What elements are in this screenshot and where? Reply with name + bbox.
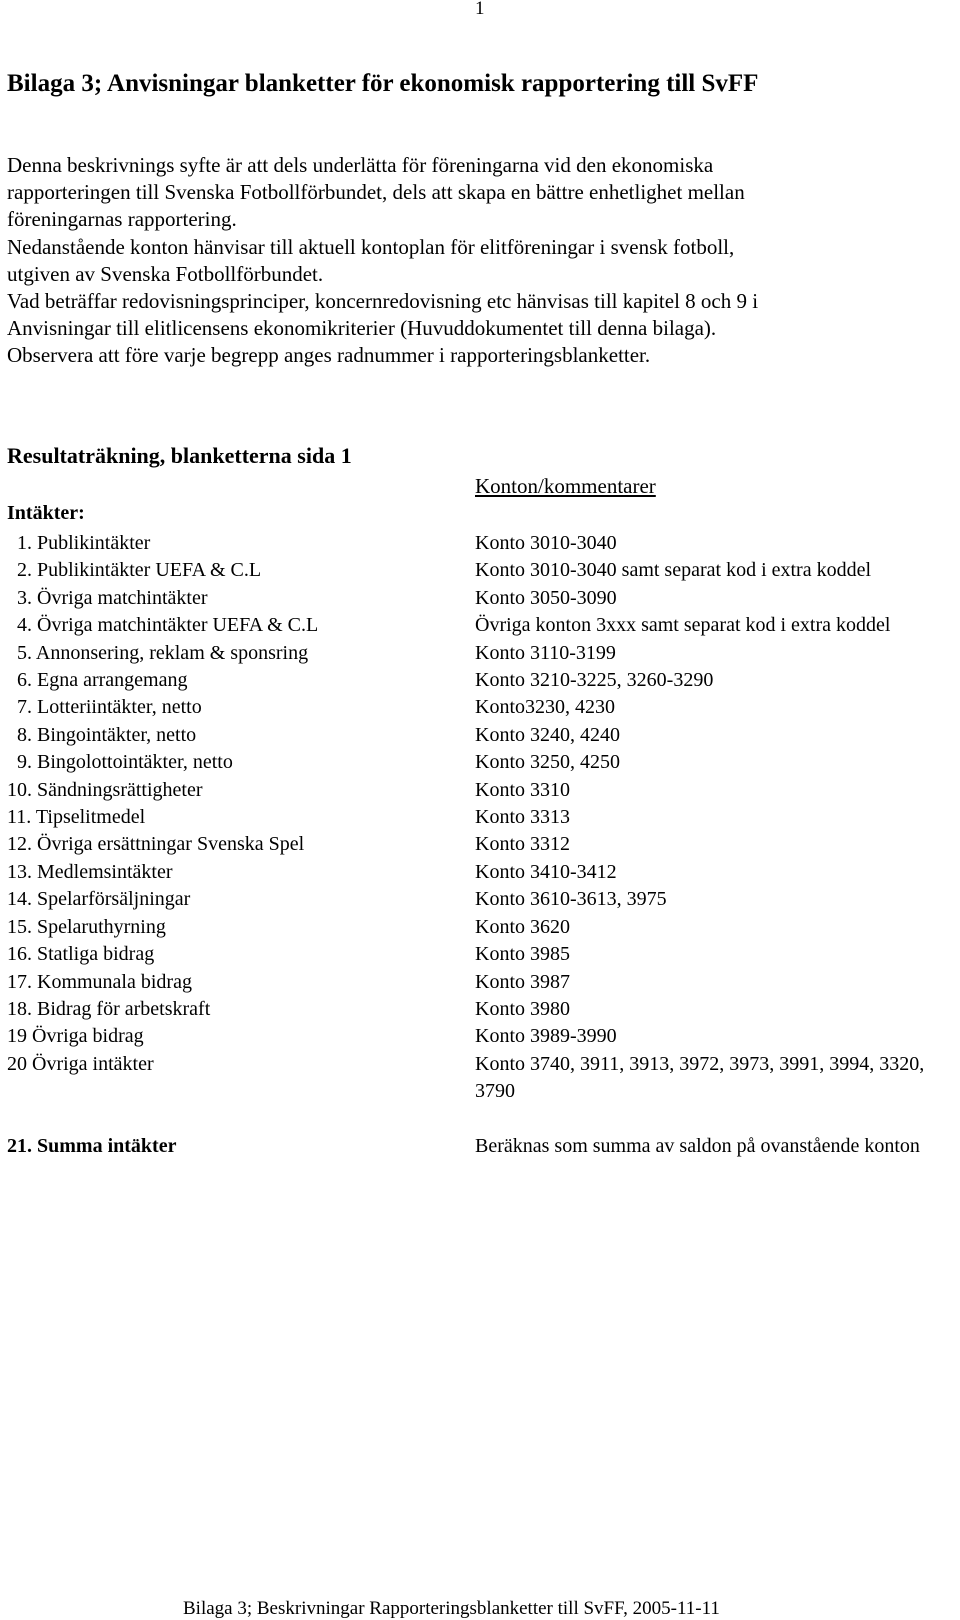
row-label: 20 Övriga intäkter [7, 1052, 154, 1075]
row-account: Konto 3240, 4240 [475, 723, 620, 746]
income-row [7, 1023, 957, 1050]
intro-line: Anvisningar till elitlicensens ekonomikriterier (Huvuddokumentet till denna bilaga). [7, 316, 717, 341]
row-label: 7. Lotteriintäkter, netto [7, 696, 202, 719]
row-account: Konto 3410-3412 [475, 860, 617, 883]
row-label: 11. Tipselitmedel [7, 806, 146, 829]
income-row [7, 804, 957, 831]
row-label: 2. Publikintäkter UEFA & C.L [7, 559, 262, 582]
row-account: Konto 3210-3225, 3260-3290 [475, 669, 714, 692]
income-row [7, 969, 957, 996]
row-label: 15. Spelaruthyrning [7, 915, 166, 938]
total-label: 21. Summa intäkter [7, 1134, 177, 1157]
row-account: Konto 3985 [475, 943, 570, 966]
income-row [7, 1051, 957, 1106]
row-label: 17. Kommunala bidrag [7, 970, 192, 993]
row-account: Konto 3010-3040 [475, 532, 617, 554]
row-label: 1. Publikintäkter [7, 532, 151, 554]
row-label: 14. Spelarförsäljningar [7, 888, 191, 911]
income-row [7, 831, 957, 858]
intro-line: utgiven av Svenska Fotbollförbundet. [7, 261, 324, 286]
row-label: 9. Bingolottointäkter, netto [7, 751, 233, 774]
intro-line: Denna beskrivnings syfte är att dels underlätta för föreningarna vid den ekonomiska [7, 153, 714, 177]
row-account: Konto 3050-3090 [475, 586, 617, 609]
page-number: 1 [475, 0, 485, 19]
row-label: 18. Bidrag för arbetskraft [7, 997, 211, 1020]
income-row [7, 667, 957, 694]
page-footer: Bilaga 3; Beskrivningar Rapporteringsblanketter till SvFF, 2005-11-11 [183, 1598, 720, 1619]
income-row [7, 941, 957, 968]
section-title: Resultaträkning, blanketterna sida 1 [7, 443, 352, 468]
income-row [7, 859, 957, 886]
income-row [7, 557, 957, 584]
income-row [7, 914, 957, 941]
intro-line: Vad beträffar redovisningsprinciper, koncernredovisning etc hänvisas till kapitel 8 och 9 i [7, 289, 759, 314]
row-account: Övriga konton 3xxx samt separat kod i extra koddel [475, 614, 891, 637]
row-account: Konto 3987 [475, 970, 570, 993]
income-row [7, 530, 957, 557]
row-account: Konto 3110-3199 [475, 641, 616, 664]
income-row [7, 722, 957, 749]
row-account: Konto 3313 [475, 806, 570, 829]
total-row [7, 1133, 957, 1160]
row-account: Konto 3312 [475, 833, 570, 856]
row-account: Konto 3610-3613, 3975 [475, 888, 667, 911]
row-account: Konto 3740, 3911, 3913, 3972, 3973, 3991, 3994, 3320, 3790 [475, 1052, 925, 1103]
income-row [7, 996, 957, 1023]
document-title: Bilaga 3; Anvisningar blanketter för ekonomisk rapportering till SvFF [7, 70, 759, 97]
accounts-column-header: Konton/kommentarer [475, 474, 656, 498]
row-label: 12. Övriga ersättningar Svenska Spel [7, 833, 305, 856]
intro-line: Observera att före varje begrepp anges radnummer i rapporteringsblanketter. [7, 343, 651, 368]
row-account: Konto 3310 [475, 778, 570, 801]
income-row [7, 777, 957, 804]
row-label: 19 Övriga bidrag [7, 1025, 144, 1048]
income-row [7, 694, 957, 721]
income-rows [7, 530, 957, 1160]
row-label: 16. Statliga bidrag [7, 943, 155, 966]
row-label: 5. Annonsering, reklam & sponsring [7, 641, 309, 664]
intro-line: Nedanstående konton hänvisar till aktuell kontoplan för elitföreningar i svensk fotboll, [7, 234, 735, 259]
income-row [7, 612, 957, 639]
income-group-label: Intäkter: [7, 502, 85, 524]
total-account: Beräknas som summa av saldon på ovanstående konton [475, 1134, 920, 1157]
row-label: 4. Övriga matchintäkter UEFA & C.L [7, 614, 319, 637]
row-account: Konto 3989-3990 [475, 1025, 617, 1048]
row-label: 8. Bingointäkter, netto [7, 723, 197, 746]
income-row [7, 640, 957, 667]
intro-line: rapporteringen till Svenska Fotbollförbundet, dels att skapa en bättre enhetlighet mellan [7, 180, 745, 205]
row-account: Konto3230, 4230 [475, 696, 615, 719]
row-account: Konto 3620 [475, 915, 570, 938]
income-row [7, 585, 957, 612]
intro-paragraph [7, 152, 957, 370]
row-account: Konto 3980 [475, 997, 570, 1020]
row-label: 13. Medlemsintäkter [7, 860, 173, 883]
intro-line: föreningarnas rapportering. [7, 207, 237, 232]
row-label: 10. Sändningsrättigheter [7, 778, 203, 801]
row-account: Konto 3250, 4250 [475, 751, 620, 774]
row-label: 6. Egna arrangemang [7, 669, 188, 692]
row-account: Konto 3010-3040 samt separat kod i extra koddel [475, 559, 872, 582]
income-row [7, 886, 957, 913]
row-label: 3. Övriga matchintäkter [7, 586, 208, 609]
income-row [7, 749, 957, 776]
